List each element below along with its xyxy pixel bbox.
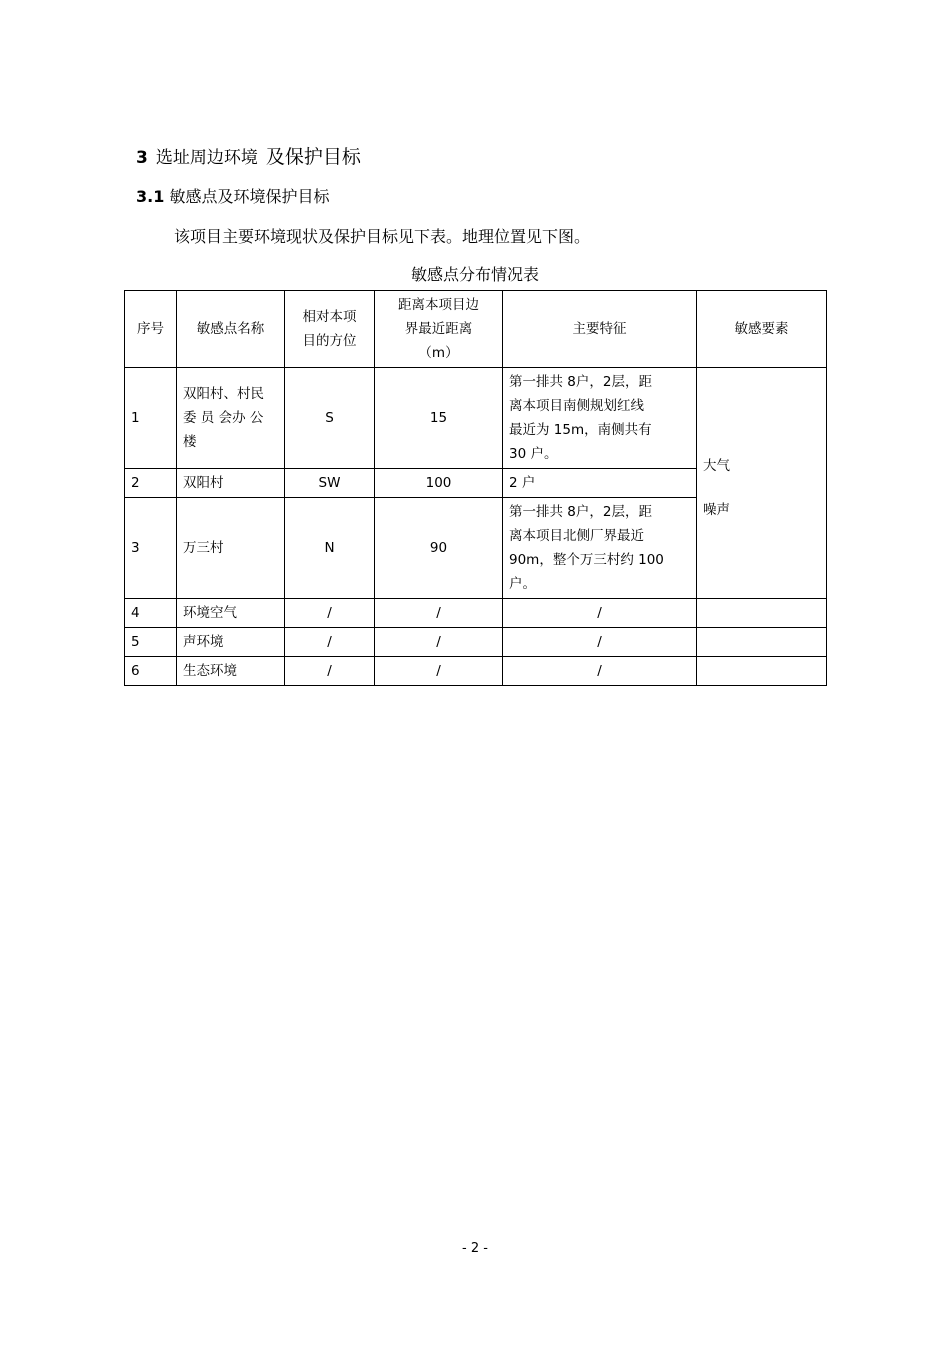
table-row [125,628,827,657]
cell-features-line3: 90m，整个万三村约 100 [509,552,664,568]
cell-seq: 5 [125,628,177,657]
cell-distance: 15 [375,368,503,469]
cell-name: 双阳村 [177,469,285,498]
table-caption: 敏感点分布情况表 [410,265,539,284]
table-header-row [125,291,827,368]
header-direction-line1: 相对本项 [302,309,357,325]
cell-elements [697,628,827,657]
cell-name-line2: 委 员 会办 公 [183,410,264,426]
cell-features: / [503,628,697,657]
header-direction-line2: 目的方位 [302,333,357,349]
header-direction [285,291,375,368]
cell-direction: / [285,628,375,657]
cell-features [503,368,697,469]
cell-direction: / [285,657,375,686]
sensitive-points-table [124,290,827,686]
cell-name: 生态环境 [177,657,285,686]
cell-features-line1: 第一排共 8户，2层，距 [509,374,652,390]
cell-features-line1: 第一排共 8户，2层，距 [509,504,652,520]
cell-features: / [503,657,697,686]
header-distance-line2: 界最近距离 [404,321,473,337]
intro-paragraph: 该项目主要环境现状及保护目标见下表。地理位置见下图。 [174,227,591,246]
table-row [125,657,827,686]
cell-name [177,368,285,469]
cell-seq: 1 [125,368,177,469]
cell-features-line4: 户。 [509,576,536,592]
heading-section-3-1 [136,184,329,207]
cell-direction: N [285,498,375,599]
heading-text-a: 选址周边环境 [155,148,258,168]
cell-name-line3: 楼 [183,434,197,450]
cell-seq: 4 [125,599,177,628]
heading-text-b: 及保护目标 [265,146,361,168]
cell-seq: 6 [125,657,177,686]
cell-elements [697,599,827,628]
subheading-text: 敏感点及环境保护目标 [169,187,330,206]
element-air: 大气 [703,458,730,474]
cell-name-line1: 双阳村、村民 [183,386,264,402]
heading-number: 3 [136,148,148,168]
cell-elements-merged [697,368,827,599]
cell-distance: / [375,657,503,686]
cell-features [503,498,697,599]
cell-features: 2 户 [503,469,697,498]
header-distance [375,291,503,368]
cell-elements [697,657,827,686]
header-features: 主要特征 [503,291,697,368]
cell-name: 环境空气 [177,599,285,628]
cell-direction: / [285,599,375,628]
cell-distance: 100 [375,469,503,498]
cell-direction: SW [285,469,375,498]
cell-features-line2: 离本项目南侧规划红线 [509,398,644,414]
subheading-number: 3.1 [136,187,165,206]
cell-features-line4: 30 户。 [509,446,558,462]
cell-seq: 2 [125,469,177,498]
cell-distance: 90 [375,498,503,599]
header-seq: 序号 [125,291,177,368]
cell-direction: S [285,368,375,469]
header-distance-line1: 距离本项目边 [398,297,479,313]
table-row [125,599,827,628]
cell-features: / [503,599,697,628]
cell-features-line2: 离本项目北侧厂界最近 [509,528,644,544]
heading-section-3 [136,142,361,169]
cell-features-line3: 最近为 15m，南侧共有 [509,422,652,438]
cell-name: 万三村 [177,498,285,599]
cell-name: 声环境 [177,628,285,657]
cell-distance: / [375,628,503,657]
element-noise: 噪声 [703,502,730,518]
cell-distance: / [375,599,503,628]
header-distance-line3: （m） [418,345,459,361]
header-elements: 敏感要素 [697,291,827,368]
page-number: - 2 - [462,1241,488,1256]
table-row [125,368,827,469]
cell-seq: 3 [125,498,177,599]
header-name: 敏感点名称 [177,291,285,368]
